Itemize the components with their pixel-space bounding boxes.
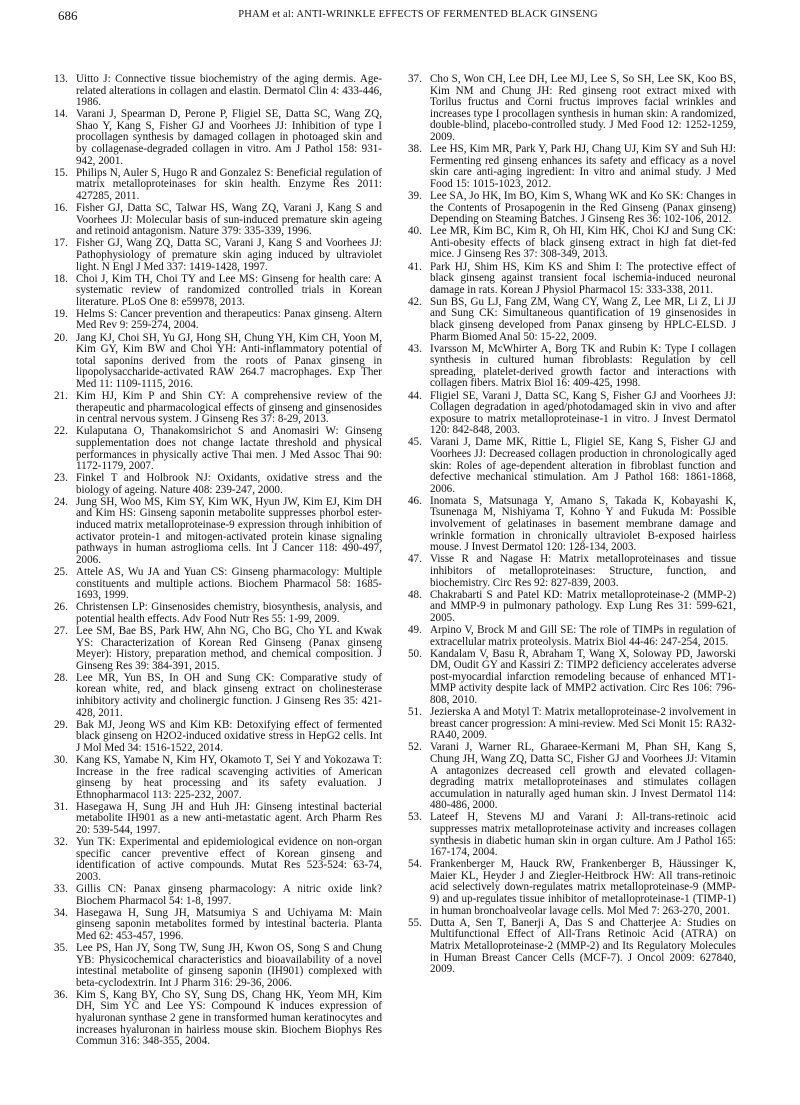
reference-number: 30. [54, 753, 68, 766]
reference-number: 23. [54, 472, 68, 485]
reference-text: Lee PS, Han JY, Song TW, Sung JH, Kwon OS, Song S and Chung YB: Physicochemical characteristics and bioavailability of a novel intestinal metabolite of ginseng saponin (IH901) complexed with beta-cyclodextrin. Int J Pharm 316: 29-36, 2006. [76, 941, 382, 989]
page-number: 686 [58, 8, 78, 23]
running-title: PHAM et al: ANTI-WRINKLE EFFECTS OF FERMENTED BLACK GINSENG [238, 9, 598, 20]
reference-text: Helms S: Cancer prevention and therapeutics: Panax ginseng. Altern Med Rev 9: 259-274, 2004. [76, 307, 382, 332]
reference-item [408, 554, 736, 589]
reference-text: Philips N, Auler S, Hugo R and Gonzalez S: Beneficial regulation of matrix metalloproteinases for skin health. Enzyme Res 2011: 427285, 2011. [76, 166, 382, 202]
reference-text: Park HJ, Shim HS, Kim KS and Shim I: The protective effect of black ginseng against transient focal ischemia-induced neuronal damage in rats. Korean J Physiol Pharmacol 15: 333-338, 2011. [430, 260, 736, 296]
reference-item [408, 590, 736, 625]
reference-item [54, 884, 382, 907]
reference-number: 26. [54, 601, 68, 614]
reference-number: 14. [54, 108, 68, 121]
reference-item [54, 755, 382, 801]
reference-text: Kulaputana O, Thanakomsirichot S and Anomasiri W: Ginseng supplementation does not change lactate threshold and physical performances in physically active Thai men. J Med Assoc Thai 90: 1172-1179, 2007. [76, 425, 382, 473]
reference-item [54, 497, 382, 567]
reference-item [54, 391, 382, 426]
reference-item [54, 473, 382, 496]
reference-item [408, 391, 736, 437]
reference-number: 32. [54, 836, 68, 849]
reference-item [408, 918, 736, 976]
reference-item [408, 191, 736, 226]
reference-item [54, 238, 382, 273]
reference-item [54, 333, 382, 391]
reference-text: Lee MR, Kim BC, Kim R, Oh HI, Kim HK, Choi KJ and Sung CK: Anti-obesity effects of black ginseng extract in high fat diet-fed mice. J Ginseng Res 37: 308-349, 2013. [430, 225, 736, 261]
reference-text: Kang KS, Yamabe N, Kim HY, Okamoto T, Sei Y and Yokozawa T: Increase in the free radical scavenging activities of American ginseng by heat processing and its safety evaluation. J Ethnopharmacol 113: 225-232, 2007. [76, 753, 382, 801]
reference-text: Hasegawa H, Sung JH and Huh JH: Ginseng intestinal bacterial metabolite IH901 as a new anti-metastatic agent. Arch Pharm Res 20: 539-544, 1997. [76, 800, 382, 836]
reference-item [54, 109, 382, 167]
reference-item [408, 707, 736, 742]
reference-item [54, 673, 382, 719]
reference-text: Varani J, Dame MK, Rittie L, Fligiel SE, Kang S, Fisher GJ and Voorhees JJ: Decreased collagen production in chronologically aged skin: Roles of age-dependent alteration in fibroblast function and defective mechanical stimulation. Am J Pathol 168: 1861-1868, 2006. [430, 436, 736, 495]
reference-number: 44. [408, 389, 422, 402]
reference-text: Gillis CN: Panax ginseng pharmacology: A nitric oxide link? Biochem Pharmacol 54: 1-8, 1997. [76, 882, 382, 907]
reference-number: 51. [408, 706, 422, 719]
reference-item [408, 859, 736, 917]
reference-text: Jang KJ, Choi SH, Yu GJ, Hong SH, Chung YH, Kim CH, Yoon M, Kim GY, Kim BW and Choi YH: Anti-inflammatory potential of total saponins derived from the roots of Panax ginseng in lipopolysaccharide-activated RAW 264.7 macrophages. Exp Ther Med 11: 1109-1115, 2016. [76, 331, 382, 390]
reference-item [54, 602, 382, 625]
reference-item [54, 74, 382, 109]
reference-number: 40. [408, 225, 422, 238]
reference-text: Jezierska A and Motyl T: Matrix metalloproteinase-2 involvement in breast cancer progression: A mini-review. Med Sci Monit 15: RA32-RA40, 2009. [430, 706, 736, 742]
references-left-column [54, 74, 382, 1048]
reference-number: 31. [54, 800, 68, 813]
reference-number: 35. [54, 941, 68, 954]
reference-item [408, 649, 736, 707]
reference-text: Lee SM, Bae BS, Park HW, Ahn NG, Cho BG, Cho YL and Kwak YS: Characterization of Korean Red Ginseng (Panax ginseng Meyer): History, preparation method, and chemical composition. J Ginseng Res 39: 384-391, 2015. [76, 624, 382, 672]
reference-item [408, 226, 736, 261]
reference-item [54, 990, 382, 1048]
reference-number: 20. [54, 331, 68, 344]
reference-number: 55. [408, 916, 422, 929]
reference-item [408, 144, 736, 190]
reference-text: Dutta A, Sen T, Banerji A, Das S and Chatterjee A: Studies on Multifunctional Effect of All-Trans Retinoic Acid (ATRA) on Matrix Metalloproteinase-2 (MMP-2) and Its Regulatory Molecules in Human Breast Cancer Cells (MCF-7). J Oncol 2009: 627840, 2009. [430, 916, 736, 976]
reference-item [54, 309, 382, 332]
reference-item [408, 297, 736, 343]
reference-number: 42. [408, 295, 422, 308]
reference-number: 21. [54, 390, 68, 403]
reference-text: Fisher GJ, Datta SC, Talwar HS, Wang ZQ, Varani J, Kang S and Voorhees JJ: Molecular basis of sun-induced premature skin ageing and retinoid antagonism. Nature 379: 335-339, 1996. [76, 202, 382, 238]
reference-text: Inomata S, Matsunaga Y, Amano S, Takada K, Kobayashi K, Tsunenaga M, Nishiyama T, Kohno Y and Fukuda M: Possible involvement of gelatinases in basement membrane damage and wrinkle formation in chronically ultraviolet B-exposed hairless mouse. J Invest Dermatol 120: 128-134, 2003. [430, 494, 736, 554]
reference-item [54, 567, 382, 602]
reference-number: 28. [54, 671, 68, 684]
reference-number: 52. [408, 741, 422, 754]
reference-text: Sun BS, Gu LJ, Fang ZM, Wang CY, Wang Z, Lee MR, Li Z, Li JJ and Sung CK: Simultaneous quantification of 19 ginsenosides in black ginseng developed from Panax ginseng by HPLC-ELSD. J Pharm Biomed Anal 50: 15-22, 2009. [430, 295, 736, 343]
reference-number: 49. [408, 623, 422, 636]
reference-number: 22. [54, 425, 68, 438]
references-right-column [408, 74, 736, 976]
reference-item [408, 812, 736, 858]
reference-text: Lateef H, Stevens MJ and Varani J: All-trans-retinoic acid suppresses matrix metalloproteinase activity and increases collagen synthesis in diabetic human skin in organ culture. Am J Pathol 165: 167-174, 2004. [430, 811, 736, 859]
reference-number: 54. [408, 858, 422, 871]
reference-text: Lee SA, Jo HK, Im BO, Kim S, Whang WK and Ko SK: Changes in the Contents of Prosapogenin in the Red Ginseng (Panax ginseng) Depending on Steaming Batches. J Ginseng Res 36: 102-106, 2012. [430, 189, 736, 226]
reference-item [54, 168, 382, 203]
reference-number: 50. [408, 647, 422, 660]
reference-item [408, 344, 736, 390]
reference-text: Chakrabarti S and Patel KD: Matrix metalloproteinase-2 (MMP-2) and MMP-9 in pulmonary pathology. Exp Lung Res 31: 599-621, 2005. [430, 588, 736, 624]
reference-text: Lee HS, Kim MR, Park Y, Park HJ, Chang UJ, Kim SY and Suh HJ: Fermenting red ginseng enhances its safety and efficacy as a novel skin care anti-aging ingredient: In vitro and animal study. J Med Food 15: 1015-1023, 2012. [430, 143, 736, 190]
reference-number: 33. [54, 882, 68, 895]
reference-text: Hasegawa H, Sung JH, Matsumiya S and Uchiyama M: Main ginseng saponin metabolites formed by intestinal bacteria. Planta Med 62: 453-457, 1996. [76, 906, 382, 942]
reference-text: Uitto J: Connective tissue biochemistry of the aging dermis. Age-related alterations in collagen and elastin. Dermatol Clin 4: 433-446, 1986. [76, 73, 382, 109]
reference-number: 25. [54, 565, 68, 578]
reference-text: Ivarsson M, McWhirter A, Borg TK and Rubin K: Type I collagen synthesis in cultured human fibroblasts: Regulation by cell spreading, platelet-derived growth factor and interactions with collagen fibers. Matrix Biol 16: 409-425, 1998. [430, 342, 736, 390]
reference-number: 46. [408, 494, 422, 507]
reference-text: Christensen LP: Ginsenosides chemistry, biosynthesis, analysis, and potential health effects. Adv Food Nutr Res 55: 1-99, 2009. [76, 601, 382, 625]
reference-item [408, 74, 736, 144]
reference-item [54, 908, 382, 943]
reference-text: Fisher GJ, Wang ZQ, Datta SC, Varani J, Kang S and Voorhees JJ: Pathophysiology of premature skin aging induced by ultraviolet light. N Engl J Med 337: 1419-1428, 1997. [76, 237, 382, 273]
reference-number: 37. [408, 73, 422, 85]
reference-text: Bak MJ, Jeong WS and Kim KB: Detoxifying effect of fermented black ginseng on H2O2-induced oxidative stress in HepG2 cells. Int J Mol Med 34: 1516-1522, 2014. [76, 718, 382, 754]
page-header [58, 8, 778, 28]
reference-text: Frankenberger M, Hauck RW, Frankenberger B, Häussinger K, Maier KL, Heyder J and Ziegler-Heitbrock HW: All trans-retinoic acid selectively down-regulates matrix metalloproteinase-9 (MMP-9) and up-regulates tissue inhibitor of metalloproteinase-1 (TIMP-1) in human bronchoalveolar lavage cells. Mol Med 7: 263-270, 2001. [430, 858, 736, 917]
reference-number: 47. [408, 553, 422, 566]
reference-number: 17. [54, 237, 68, 250]
reference-text: Varani J, Warner RL, Gharaee-Kermani M, Phan SH, Kang S, Chung JH, Wang ZQ, Datta SC, Fisher GJ and Voorhees JJ: Vitamin A antagonizes decreased cell growth and elevated collagen-degrading matrix metalloproteinases and stimulates collagen accumulation in naturally aged human skin. J Invest Dermatol 114: 480-486, 2000. [430, 741, 736, 812]
reference-item [54, 274, 382, 309]
reference-text: Cho S, Won CH, Lee DH, Lee MJ, Lee S, So SH, Lee SK, Koo BS, Kim NM and Chung JH: Red ginseng root extract mixed with Torilus fructus and Corni fructus improves facial wrinkles and increases type I procollagen synthesis in human skin: A randomized, double-blind, placebo-controlled study. J Med Food 12: 1252-1259, 2009. [430, 73, 736, 143]
reference-text: Arpino V, Brock M and Gill SE: The role of TIMPs in regulation of extracellular matrix proteolysis. Matrix Biol 44-46: 247-254, 2015. [430, 623, 736, 648]
reference-number: 43. [408, 342, 422, 355]
reference-number: 13. [54, 73, 68, 85]
reference-text: Kandalam V, Basu R, Abraham T, Wang X, Soloway PD, Jaworski DM, Oudit GY and Kassiri Z: TIMP2 deficiency accelerates adverse post-myocardial infarction remodeling because of enhanced MT1-MMP activity despite lack of MMP2 activation. Circ Res 106: 796-808, 2010. [430, 647, 736, 706]
reference-number: 15. [54, 166, 68, 179]
reference-number: 48. [408, 588, 422, 601]
reference-text: Varani J, Spearman D, Perone P, Fligiel SE, Datta SC, Wang ZQ, Shao Y, Kang S, Fisher GJ and Voorhees JJ: Inhibition of type I procollagen synthesis by damaged collagen in photoaged skin and by collagenase-degraded collagen in vitro. Am J Pathol 158: 931-942, 2001. [76, 108, 382, 167]
reference-item [408, 625, 736, 648]
reference-text: Lee MR, Yun BS, In OH and Sung CK: Comparative study of korean white, red, and black ginseng extract on cholinesterase inhibitory activity and cholinergic function. J Ginseng Res 35: 421-428, 2011. [76, 671, 382, 719]
reference-text: Choi J, Kim TH, Choi TY and Lee MS: Ginseng for health care: A systematic review of randomized controlled trials in Korean literature. PLoS One 8: e59978, 2013. [76, 272, 382, 308]
reference-number: 19. [54, 307, 68, 320]
reference-number: 34. [54, 906, 68, 919]
reference-number: 29. [54, 718, 68, 731]
reference-number: 45. [408, 436, 422, 449]
reference-number: 24. [54, 495, 68, 508]
reference-item [408, 262, 736, 297]
reference-text: Yun TK: Experimental and epidemiological evidence on non-organ specific cancer preventive effect of Korean ginseng and identification of active compounds. Mutat Res 523-524: 63-74, 2003. [76, 836, 382, 883]
reference-number: 38. [408, 143, 422, 156]
reference-item [54, 426, 382, 472]
reference-item [54, 203, 382, 238]
reference-text: Visse R and Nagase H: Matrix metalloproteinases and tissue inhibitors of metalloproteinases: Structure, function, and biochemistry. Circ Res 92: 827-839, 2003. [430, 553, 736, 589]
reference-item [408, 496, 736, 554]
reference-number: 18. [54, 272, 68, 285]
reference-number: 53. [408, 811, 422, 824]
reference-item [54, 720, 382, 755]
reference-item [54, 626, 382, 672]
reference-item [54, 802, 382, 837]
reference-text: Fligiel SE, Varani J, Datta SC, Kang S, Fisher GJ and Voorhees JJ: Collagen degradation in aged/photodamaged skin in vivo and after exposure to matrix metalloproteinase-1 in vitro. J Invest Dermatol 120: 842-848, 2003. [430, 389, 736, 437]
reference-text: Kim HJ, Kim P and Shin CY: A comprehensive review of the therapeutic and pharmacological effects of ginseng and ginsenosides in central nervous system. J Ginseng Res 37: 8-29, 2013. [76, 390, 382, 426]
reference-item [408, 742, 736, 812]
reference-item [54, 943, 382, 989]
reference-number: 41. [408, 260, 422, 273]
reference-text: Finkel T and Holbrook NJ: Oxidants, oxidative stress and the biology of ageing. Nature 408: 239-247, 2000. [76, 472, 382, 496]
reference-number: 16. [54, 202, 68, 215]
reference-item [54, 837, 382, 883]
reference-number: 36. [54, 988, 68, 1001]
reference-text: Kim S, Kang BY, Cho SY, Sung DS, Chang HK, Yeom MH, Kim DH, Sim YC and Lee YS: Compound K induces expression of hyaluronan synthase 2 gene in transformed human keratinocytes and increases hyaluronan in hairless mouse skin. Biochem Biophys Res Commun 316: 348-355, 2004. [76, 988, 382, 1048]
reference-text: Attele AS, Wu JA and Yuan CS: Ginseng pharmacology: Multiple constituents and multiple actions. Biochem Pharmacol 58: 1685-1693, 1999. [76, 565, 382, 602]
reference-item [408, 437, 736, 495]
reference-text: Jung SH, Woo MS, Kim SY, Kim WK, Hyun JW, Kim EJ, Kim DH and Kim HS: Ginseng saponin metabolite suppresses phorbol ester-induced matrix metalloproteinase-9 expression through inhibition of activator protein-1 and mitogen-activated protein kinase signaling pathways in human astroglioma cells. Int J Cancer 118: 490-497, 2006. [76, 495, 382, 566]
reference-number: 27. [54, 624, 68, 637]
reference-number: 39. [408, 189, 422, 202]
